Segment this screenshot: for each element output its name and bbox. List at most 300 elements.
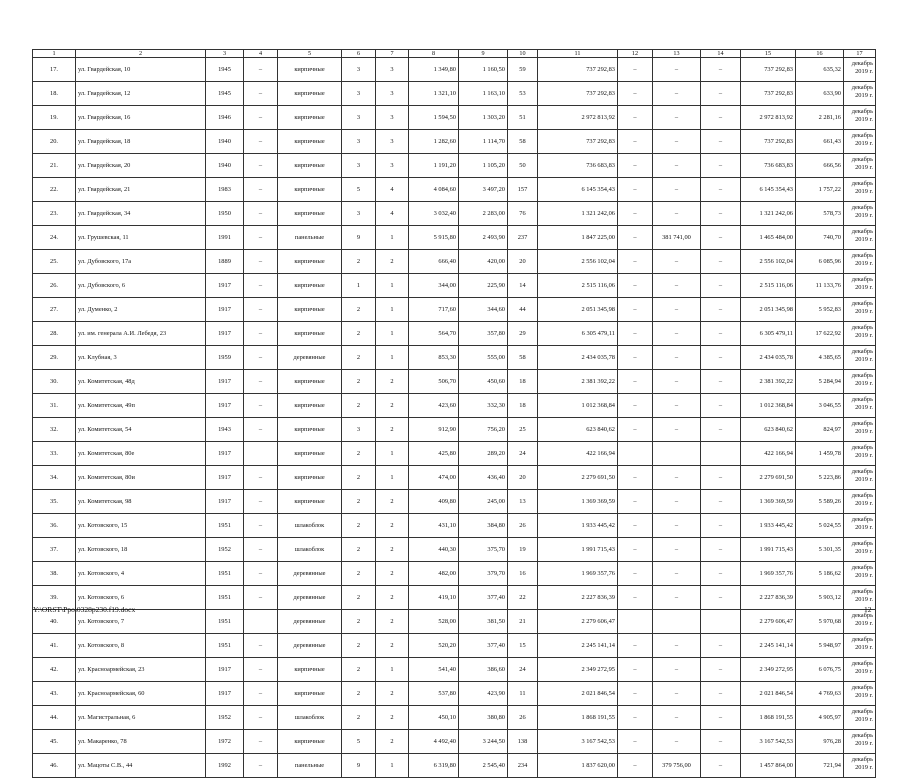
table-cell: 425,80 [409,442,459,466]
column-number-cell: 13 [653,50,701,58]
table-cell: 1 [376,226,409,250]
table-cell: 4 [376,178,409,202]
table-cell: 332,30 [459,394,508,418]
table-row [33,442,876,466]
table-cell: ул. Дубовского, 17а [76,250,206,274]
table-cell: декабрь 2019 г. [844,106,876,130]
table-cell: 17. [33,58,76,82]
table-cell: – [244,130,278,154]
table-cell: 1 163,10 [459,82,508,106]
column-number-cell: 2 [76,50,206,58]
table-cell: – [653,82,701,106]
table-cell: 30. [33,370,76,394]
table-cell: – [701,490,741,514]
table-cell: 225,90 [459,274,508,298]
table-cell: – [618,202,653,226]
table-cell: – [653,538,701,562]
table-cell: 2 [342,586,376,610]
table-cell: декабрь 2019 г. [844,346,876,370]
table-cell: 2 245 141,14 [538,634,618,658]
table-cell: 2 279 691,50 [538,466,618,490]
table-cell: 2 281,16 [796,106,844,130]
table-cell: шлакоблок [278,514,342,538]
table-cell: ул. Гвардейская, 34 [76,202,206,226]
table-cell: 13 [508,490,538,514]
table-cell: ул. Комитетская, 80и [76,466,206,490]
table-cell: 11 [508,682,538,706]
table-cell: ул. Котовского, 7 [76,610,206,634]
table-cell: кирпичные [278,418,342,442]
table-cell: 33. [33,442,76,466]
table-cell: кирпичные [278,58,342,82]
table-cell: – [653,418,701,442]
table-cell: 24 [508,442,538,466]
table-cell: 737 292,83 [741,82,796,106]
table-cell: 450,10 [409,706,459,730]
table-cell: – [653,298,701,322]
table-cell: 2 [342,658,376,682]
table-cell: 2 349 272,95 [538,658,618,682]
table-cell: кирпичные [278,106,342,130]
table-cell: 422 166,94 [538,442,618,466]
table-cell [653,442,701,466]
table-cell: ул. Котовского, 15 [76,514,206,538]
table-cell: 2 [342,394,376,418]
table-cell: – [701,226,741,250]
table-cell: 380,80 [459,706,508,730]
table-cell: ул. Гвардейская, 20 [76,154,206,178]
table-cell: 2 [376,610,409,634]
table-cell: – [701,586,741,610]
table-cell: 1 303,20 [459,106,508,130]
table-cell: ул. Магистральная, 6 [76,706,206,730]
table-cell: 2 [376,538,409,562]
table-cell: декабрь 2019 г. [844,202,876,226]
table-cell: 1917 [206,370,244,394]
table-cell: 976,28 [796,730,844,754]
table-cell [701,442,741,466]
table-row [33,394,876,418]
table-cell: 737 292,83 [538,58,618,82]
table-cell: декабрь 2019 г. [844,322,876,346]
table-cell: кирпичные [278,82,342,106]
table-cell: – [244,322,278,346]
table-cell: ул. Гвардейская, 16 [76,106,206,130]
table-cell: 6 319,80 [409,754,459,778]
table-cell: 2 381 392,22 [741,370,796,394]
table-cell: 633,90 [796,82,844,106]
column-number-cell: 9 [459,50,508,58]
table-cell: 1 349,80 [409,58,459,82]
table-cell: декабрь 2019 г. [844,514,876,538]
table-cell: 541,40 [409,658,459,682]
table-cell: 2 [376,514,409,538]
table-cell: кирпичные [278,394,342,418]
table-cell: ул. Котовского, 4 [76,562,206,586]
table-cell: деревянные [278,586,342,610]
table-cell: – [653,346,701,370]
table-cell: 824,97 [796,418,844,442]
table-cell: – [701,730,741,754]
table-cell: кирпичные [278,154,342,178]
table-cell: 2 515 116,06 [538,274,618,298]
table-cell: 76 [508,202,538,226]
table-cell: 1 369 369,59 [538,490,618,514]
table-cell: 2 279 606,47 [538,610,618,634]
table-cell: ул. Грушевская, 11 [76,226,206,250]
table-cell: декабрь 2019 г. [844,274,876,298]
table-cell: – [244,634,278,658]
table-cell: ул. Котовского, 6 [76,586,206,610]
register-table-container [32,49,875,778]
table-cell: 384,80 [459,514,508,538]
table-cell: 1 757,22 [796,178,844,202]
column-number-cell: 17 [844,50,876,58]
table-cell: декабрь 2019 г. [844,538,876,562]
table-cell: 1 105,20 [459,154,508,178]
table-cell: 3 046,55 [796,394,844,418]
table-cell: 21 [508,610,538,634]
table-cell: 1 012 368,84 [538,394,618,418]
table-cell: – [618,178,653,202]
table-cell: 22. [33,178,76,202]
table-cell: 3 [376,154,409,178]
table-cell: 1 282,60 [409,130,459,154]
table-cell: 2 [342,610,376,634]
table-cell: 2 279 691,50 [741,466,796,490]
table-cell: декабрь 2019 г. [844,754,876,778]
table-cell: – [244,562,278,586]
table-row [33,346,876,370]
table-cell: 736 683,83 [538,154,618,178]
table-cell: 2 [342,490,376,514]
table-cell: – [618,154,653,178]
table-row [33,58,876,82]
table-cell: 2 021 846,54 [538,682,618,706]
table-cell: 11 133,76 [796,274,844,298]
table-cell: 5 903,12 [796,586,844,610]
table-cell: 422 166,94 [741,442,796,466]
table-cell: 6 145 354,43 [741,178,796,202]
table-cell: 2 434 035,78 [741,346,796,370]
table-cell: 2 [342,370,376,394]
table-cell: 25 [508,418,538,442]
table-cell: декабрь 2019 г. [844,298,876,322]
table-cell: 2 [376,370,409,394]
table-cell: 2 [342,634,376,658]
table-cell: – [701,202,741,226]
table-cell: 528,00 [409,610,459,634]
table-cell: – [244,298,278,322]
table-cell: 3 [376,130,409,154]
table-cell: ул. Клубная, 3 [76,346,206,370]
table-cell: 1 [376,466,409,490]
table-cell: декабрь 2019 г. [844,466,876,490]
table-cell: – [653,658,701,682]
table-cell: 1 [376,298,409,322]
table-cell: – [244,490,278,514]
table-cell: 737 292,83 [538,130,618,154]
table-cell: 1991 [206,226,244,250]
table-cell: ул. Гвардейская, 21 [76,178,206,202]
table-cell: ул. Комитетская, 80е [76,442,206,466]
table-cell: – [618,394,653,418]
table-cell: 3 [376,58,409,82]
table-cell: 1 [376,274,409,298]
table-cell: кирпичные [278,322,342,346]
table-cell: – [244,706,278,730]
table-cell: 623 840,62 [538,418,618,442]
table-cell: – [618,274,653,298]
table-cell: 431,10 [409,514,459,538]
table-cell: – [653,466,701,490]
table-cell: – [701,106,741,130]
table-cell: 1 191,20 [409,154,459,178]
table-cell [701,610,741,634]
table-cell: – [244,418,278,442]
table-cell: 2 434 035,78 [538,346,618,370]
table-cell: 16 [508,562,538,586]
table-cell: 19. [33,106,76,130]
table-cell: 1 868 191,55 [538,706,618,730]
table-cell: – [244,682,278,706]
table-cell: 5 223,86 [796,466,844,490]
table-cell: – [653,514,701,538]
table-cell: 3 [342,130,376,154]
table-cell: 4 492,40 [409,730,459,754]
table-cell: 5 [342,178,376,202]
column-number-cell: 3 [206,50,244,58]
table-cell: 1946 [206,106,244,130]
table-cell: 9 [342,226,376,250]
table-cell: – [701,298,741,322]
table-cell: декабрь 2019 г. [844,610,876,634]
table-cell: 423,90 [459,682,508,706]
table-cell: 375,70 [459,538,508,562]
column-number-cell: 14 [701,50,741,58]
table-cell: 506,70 [409,370,459,394]
table-cell: – [701,370,741,394]
table-cell: – [701,178,741,202]
table-cell: – [244,730,278,754]
table-cell: 2 227 836,39 [741,586,796,610]
table-cell: 39. [33,586,76,610]
table-cell: 423,60 [409,394,459,418]
table-cell: 1959 [206,346,244,370]
table-cell [244,442,278,466]
table-cell: – [701,514,741,538]
table-cell: 661,43 [796,130,844,154]
table-cell: 59 [508,58,538,82]
table-cell: 736 683,83 [741,154,796,178]
table-cell: декабрь 2019 г. [844,562,876,586]
table-cell: 1 321,10 [409,82,459,106]
table-cell: 43. [33,682,76,706]
table-cell: 1 594,50 [409,106,459,130]
table-cell: 717,60 [409,298,459,322]
table-cell: 32. [33,418,76,442]
table-cell: 5 952,83 [796,298,844,322]
table-cell: 3 032,40 [409,202,459,226]
table-cell: – [701,250,741,274]
table-cell: 1 [376,754,409,778]
table-cell: 4 905,97 [796,706,844,730]
table-cell: 5 915,80 [409,226,459,250]
table-cell: декабрь 2019 г. [844,58,876,82]
table-cell: 520,20 [409,634,459,658]
column-number-cell: 6 [342,50,376,58]
table-cell: ул. Макаренко, 78 [76,730,206,754]
table-cell: – [244,538,278,562]
table-cell: – [618,322,653,346]
table-cell: – [618,706,653,730]
table-cell: 1917 [206,658,244,682]
table-cell: – [244,154,278,178]
table-cell: 2 [376,418,409,442]
housing-register-table [32,49,876,778]
table-cell: – [701,346,741,370]
table-cell: 18 [508,394,538,418]
table-cell: 2 [376,562,409,586]
table-cell: кирпичные [278,658,342,682]
table-cell: кирпичные [278,202,342,226]
table-cell: 409,80 [409,490,459,514]
table-cell: 2 972 813,92 [741,106,796,130]
table-cell: 2 [342,322,376,346]
table-row [33,322,876,346]
table-cell: – [618,538,653,562]
table-cell: – [244,346,278,370]
table-cell: 2 [376,706,409,730]
table-cell: – [244,586,278,610]
table-cell: 1 991 715,43 [538,538,618,562]
table-cell: 2 [342,442,376,466]
column-number-cell: 5 [278,50,342,58]
table-cell: – [701,562,741,586]
table-cell: – [244,82,278,106]
table-cell: 344,60 [459,298,508,322]
table-cell: 1992 [206,754,244,778]
table-cell: 1940 [206,130,244,154]
table-cell: ул. Котовского, 18 [76,538,206,562]
table-cell: 36. [33,514,76,538]
table-cell: 34. [33,466,76,490]
table-cell: панельные [278,754,342,778]
table-cell: 3 [376,106,409,130]
table-cell: 2 [376,634,409,658]
table-cell: 6 305 479,11 [538,322,618,346]
table-cell: 2 [342,250,376,274]
table-cell: декабрь 2019 г. [844,730,876,754]
table-cell: – [701,634,741,658]
table-cell: 721,94 [796,754,844,778]
table-cell: деревянные [278,610,342,634]
table-cell: кирпичные [278,274,342,298]
table-cell: – [701,418,741,442]
table-cell: 1917 [206,442,244,466]
table-cell: 3 167 542,53 [741,730,796,754]
table-cell: – [244,106,278,130]
table-cell: 1 369 369,59 [741,490,796,514]
table-cell: 5 589,26 [796,490,844,514]
table-cell: 29 [508,322,538,346]
table-cell: – [653,370,701,394]
table-cell: 18. [33,82,76,106]
table-row [33,370,876,394]
table-row [33,154,876,178]
table-cell: – [244,754,278,778]
table-cell: декабрь 2019 г. [844,370,876,394]
table-cell: 578,73 [796,202,844,226]
table-cell: 14 [508,274,538,298]
table-cell: 737 292,83 [741,58,796,82]
table-row [33,466,876,490]
table-cell: 1 457 864,00 [741,754,796,778]
table-cell: 6 305 479,11 [741,322,796,346]
column-number-cell: 15 [741,50,796,58]
table-cell: – [618,250,653,274]
table-cell: 1972 [206,730,244,754]
table-cell: декабрь 2019 г. [844,82,876,106]
table-cell: – [653,322,701,346]
table-row [33,634,876,658]
table-cell: ул. Котовского, 8 [76,634,206,658]
table-cell: 1 969 357,76 [741,562,796,586]
column-number-cell: 16 [796,50,844,58]
table-cell: 420,00 [459,250,508,274]
table-cell: 237 [508,226,538,250]
table-cell: – [618,58,653,82]
table-cell: кирпичные [278,298,342,322]
table-cell: 53 [508,82,538,106]
table-row [33,226,876,250]
table-row [33,514,876,538]
table-cell: 1917 [206,274,244,298]
table-row [33,682,876,706]
table-cell: 3 [342,202,376,226]
table-cell: – [618,658,653,682]
table-cell: – [653,202,701,226]
table-cell: ул. Гвардейская, 12 [76,82,206,106]
table-cell: 42. [33,658,76,682]
table-cell: 29. [33,346,76,370]
table-cell: кирпичные [278,730,342,754]
table-cell: декабрь 2019 г. [844,586,876,610]
table-cell: 666,40 [409,250,459,274]
table-cell: – [618,466,653,490]
table-cell: 289,20 [459,442,508,466]
table-cell: 24 [508,658,538,682]
table-cell: 1 321 242,06 [538,202,618,226]
table-cell: 5 [342,730,376,754]
table-cell: декабрь 2019 г. [844,154,876,178]
table-cell: 2 [342,466,376,490]
table-cell: 4 [376,202,409,226]
table-cell: – [618,226,653,250]
table-cell: 2 279 606,47 [741,610,796,634]
table-cell: 25. [33,250,76,274]
table-cell: кирпичные [278,442,342,466]
table-cell: 2 349 272,95 [741,658,796,682]
table-cell: 3 [342,154,376,178]
table-row [33,202,876,226]
table-cell: 9 [342,754,376,778]
table-cell: 3 [342,82,376,106]
table-cell: кирпичные [278,178,342,202]
table-cell: 2 [342,514,376,538]
table-cell: – [244,202,278,226]
table-cell: 4 769,63 [796,682,844,706]
